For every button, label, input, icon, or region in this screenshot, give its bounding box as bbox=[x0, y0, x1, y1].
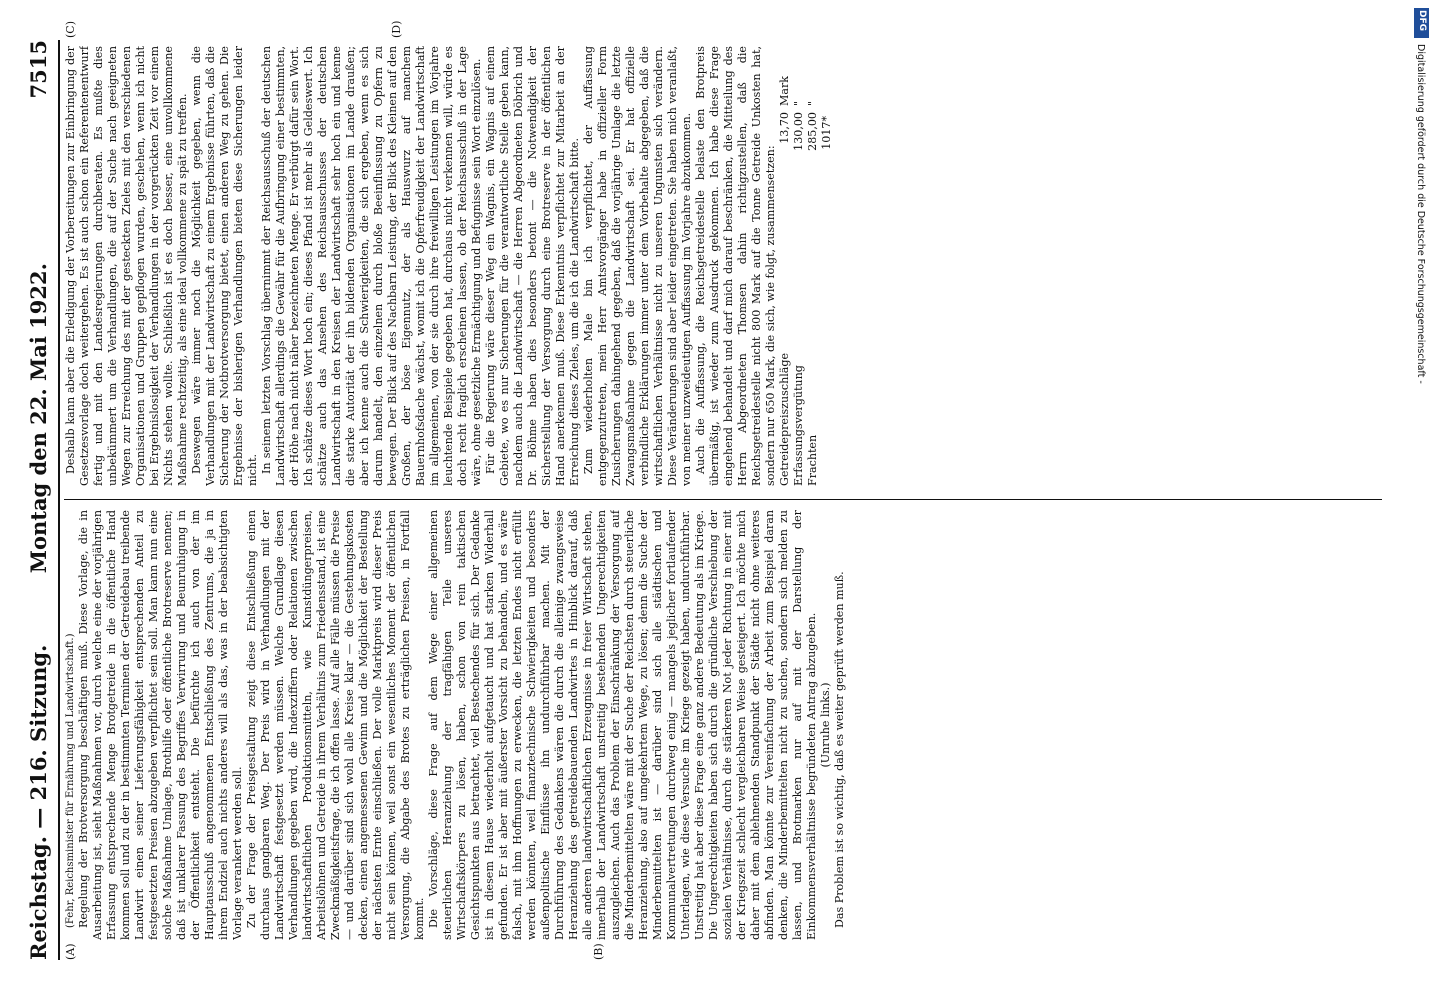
cost-unit: Mark bbox=[778, 76, 791, 106]
cost-label: Erfassungsvergütung bbox=[792, 365, 805, 486]
dfg-logo-text: DFG bbox=[1417, 10, 1427, 32]
page-header bbox=[26, 40, 60, 960]
paragraph: Für die Regierung wäre dieser Weg ein Wagnis, ein Wagnis auf einem Gebiete, wo es nur Sicherungen für die verantwortliche Stelle geben kann, nachdem auch die Landwirtschaft — die Herren Abgeordneten Döbrich und Dr. Böhme haben dies besonders betont — die Notwendigkeit der Sicherstellung der Versorgung durch eine Brotreserve in der öffentlichen Hand anerkennen muß. Diese Erkenntnis verpflichtet zur Mitarbeit an der Erreichung dieses Zieles, um die ich die Landwirtschaft bitte. bbox=[484, 46, 581, 486]
paragraph: Zum wiederholten Male bin ich verpflichtet, der Auffassung entgegenzutreten, mein Herr Amtsvorgänger habe in offizieller Form Zusicherungen dahingehend gegeben, daß die vorjährige Umlage die letzte Zwangsmaßnahme gegen die Landwirtschaft sei. Er hat offizielle verbindliche Erklärungen immer unter dem Vorbehalte abgegeben, daß die wirtschaftlichen Verhältnisse nicht zu unseren Ungunsten sich verändern. Diese Veränderungen sind aber leider eingetreten. Sie haben mich veranlaßt, von meiner unzweideutigen Auffassung im Vorjahre abzukommen. bbox=[582, 46, 693, 486]
paragraph: Die Vorschläge, diese Frage auf dem Wege einer allgemeinen steuerlichen Heranziehung der tragfähigen Teile unseres Wirtschaftskörpers zu lösen, haben, schon von rein taktischen Gesichtspunkten aus betrachtet, viel Bestechendes für sich. Der Gedanke ist in diesem Hause wiederholt aufgetaucht und hat starken Widerhall gefunden. Er ist aber mit äußerster Vorsicht zu behandeln, und es wäre falsch, mit ihm Hoffnungen zu erwecken, die letzten Endes nicht erfüllt werden könnten, weil finanztechnische Schwierigkeiten und besonders außenpolitische Einflüsse ihn undurchführbar machen. Mit der Durchführung des Gedankens wären die durch die alleinige zwangsweise Heranziehung des getreidebauenden Landwirtes in Hinblick darauf, daß alle anderen landwirtschaftlichen Erzeugnisse in freier Wirtschaft stehen, innerhalb der Landwirtschaft unstreitig bestehenden Ungerechtigkeiten auszugleichen. Auch das Problem der Einschränkung der Versorgung auf die Minderbemittelten wäre mit der Suche der Reichsten durch steuerliche Heranziehung, also auf umgekehrtem Wege, zu lösen; denn die Suche der Minderbemittelten ist — darüber sind sich alle städtischen und Kommunalvertretungen durchweg einig — mangels jeglicher fortlaufender Unterlagen, wie diese Versuche im Kriege gezeigt haben, undurchführbar. Unstreitig hat aber diese Frage eine ganz andere Bedeutung als im Kriege. Die Ungerechtigkeiten haben sich durch die gründliche Verschiebung der sozialen Verhältnisse, durch die stärkeren Not jeder Richtung in einer mit der Kriegszeit schlecht vergleichbaren Weise gesteigert. Ich möchte mich daher mit dem ablehnenden Standpunkt der Städte nicht ohne weiteres abfinden. Man könnte zur Vereinfachung der Arbeit zum Beispiel daran denken, die Minderbemittelten nicht zu suchen, sondern sich melden zu lassen, und Brotmarken nur auf mit der Darstellung der Einkommensverhältnisse begründeten Antrag abzugeben. bbox=[427, 510, 818, 940]
page-number: 7515 bbox=[26, 40, 51, 99]
margin-letter-d: (D) bbox=[390, 20, 403, 38]
paragraph: In seinem letzten Vorschlag übernimmt der Reichsausschuß der deutschen Landwirtschaft allerdings die Gewähr für die Aufbringung einer bestimmten, der Höhe nach nicht näher bezeichneten Menge. Er verbürgt dafür sein Wort. Ich schätze dieses Wort hoch ein; dieses Pfand ist mehr als Geldeswert. Ich schätze auch das Ansehen des Reichsausschusses der deutschen Landwirtschaft in den Kreisen der Landwirtschaft sehr hoch ein und kenne die starke Autorität der ihn bildenden Organisationen im Lande draußen; aber ich kenne auch die Schwierigkeiten, die sich ergeben, wenn es sich darum handelt, den einzelnen durch bloße Beeinflussung zu Opfern zu bewegen. Der Blick auf des Nachbarn Leistung, der Blick des Kleinen auf den Großen, der böse Eigennutz, der als Hauswurz auf manchem Bauernhofsdache wächst, womit ich die Opferfreudigkeit der Landwirtschaft im allgemeinen, von der sie durch ihre freiwilligen Leistungen im Vorjahre leuchtende Beispiele gegeben hat, durchaus nicht verkennen will, würde es doch recht fraglich erscheinen lassen, ob der Reichsausschuß in der Lage wäre, ohne gesetzliche Ermächtigung und Befugnisse sein Wort einzulösen. bbox=[260, 46, 483, 486]
page-footer-mark: 1017* bbox=[820, 116, 833, 150]
paragraph: Regelung der Brotversorgung beschäftigen muß. Diese Vorlage, die in Ausarbeitung ist, sieht Maßnahmen vor, durch welche eine der vorjährigen Erfassung entsprechende Menge Brotgetreide in die öffentliche Hand kommen soll und zu der in bestimmten Terminen der Getreidebau treibende Landwirt einen seiner Lieferungsfähigkeit entsprechenden Anteil zu festgesetzten Preisen abzugeben verpflichtet sein soll. Man kann nun eine solche Maßnahme Umlage, Brothilfe oder öffentliche Brotreserve nennen; daß ist unklarer Fassung des Begriffes Verwirrung und Beunruhigung in der Öffentlichkeit entsteht. Die befürchte ich auch von der im Hauptausschuß angenommenen Entschließung des Zentrums, die ja in ihrem Endziel auch nichts anderes will als das, was in der beabsichtigten Vorlage verankert werden soll. bbox=[77, 510, 244, 940]
cost-table bbox=[778, 46, 820, 486]
credit-text: Digitalisierung gefördert durch die Deutsche Forschungsgemeinschaft - bbox=[1415, 44, 1426, 384]
paragraph: Auch die Auffassung, die Reichsgetreidestelle belaste den Brotpreis übermäßig, ist wieder zum Ausdruck gekommen. Ich habe diese Frage eingehend behandelt und darf mich darauf beschränken, die Mitteilung des Herrn Abgeordneten Thomsen dahin richtigzustellen, daß die Reichsgetreidestelle nicht 800 Mark auf die Tonne Getreide Unkosten hat, sondern nur 650 Mark, die sich, wie folgt, zusammensetzen: bbox=[694, 46, 777, 486]
header-left: Reichstag. — 216. Sitzung. bbox=[26, 644, 51, 960]
cost-label: Getreidepreiszuschläge bbox=[778, 352, 791, 486]
cost-amount: 130,00 bbox=[792, 112, 805, 151]
header-right-group bbox=[26, 40, 51, 573]
speaker-note: (Fehr, Reichsminister für Ernährung und Landwirtschaft.) bbox=[65, 633, 76, 928]
margin-letter-c: (C) bbox=[64, 21, 77, 38]
cost-amount: 285,00 bbox=[806, 112, 819, 151]
text-column-right bbox=[64, 46, 1380, 486]
paragraph: Zu der Frage der Preisgestaltung zeigt diese Entschließung einen durchaus gangbaren Weg. Der Preis wird in Verhandlungen mit der Landwirtschaft festgesetzt werden müssen. Welche Grundlage diesen Verhandlungen gegeben wird, die Indexziffern oder Relationen zwischen landwirtschaftlichen Produktionsmitteln, wie Kunstdüngerpreisen, Arbeitslöhnen und Getreide in ihrem Verhältnis zum Friedensstand, ist eine Zweckmäßigkeitsfrage, die ich offen lasse. Auf alle Fälle müssen die Preise — und darüber sind sich wohl alle Kreise klar — die Gestehungskosten decken, einen angemessenen Gewinn und die Möglichkeit der Bestellung der nächsten Ernte einschließen. Der volle Marktpreis wird dieser Preis nicht sein können, weil sonst ein wesentliches Moment der öffentlichen Versorgung, die Abgabe des Brotes zu erträglichen Preisen, in Fortfall kommt. bbox=[245, 510, 426, 940]
cost-label: Frachten bbox=[806, 434, 819, 486]
table-row bbox=[806, 46, 820, 486]
margin-letter-b: (B) bbox=[592, 943, 605, 960]
header-date: Montag den 22. Mai 1922. bbox=[26, 263, 51, 574]
paragraph: Deswegen wäre immer noch die Möglichkeit gegeben, wenn die Verhandlungen mit der Landwirtschaft zu einem Ergebnisse führten, daß die Sicherung der Notbrotversorgung bietet, einen anderen Weg zu gehen. Die Ergebnisse der bisherigen Verhandlungen bieten diese Sicherungen leider nicht. bbox=[190, 46, 259, 486]
digitization-credit bbox=[1414, 44, 1428, 784]
table-row bbox=[778, 46, 792, 486]
interjection: (Unruhe links.) bbox=[819, 682, 832, 768]
cost-amount: 13,70 bbox=[778, 112, 791, 144]
table-row bbox=[792, 46, 806, 486]
cost-unit: " bbox=[806, 100, 819, 106]
dfg-logo bbox=[1414, 8, 1429, 38]
text-column-left bbox=[64, 510, 1380, 940]
paragraph: Deshalb kann aber die Erledigung der Vorbereitungen zur Einbringung der Gesetzesvorlage doch weitergehen. Es ist auch schon ein Referentenentwurf fertig und mit den Landesregierungen durchberaten. Es mußte dies unbekümmert um die Verhandlungen, die auf der Suche nach geeigneten Wegen zur Erreichung des mit der gesteckten Zieles mit den verschiedenen Organisationen und Gruppen gepflogen wurden, geschehen, wenn ich nicht bei Ergebnislosigkeit der Verhandlungen in der vorgerückten Zeit vor einem Nichts stehen wollte. Schließlich ist es doch besser, eine unvollkommene Maßnahme rechtzeitig, als eine ideal vollkommene zu spät zu treffen. bbox=[64, 46, 189, 486]
paragraph: Das Problem ist so wichtig, daß es weiter geprüft werden muß. bbox=[833, 571, 846, 928]
cost-unit: " bbox=[792, 100, 805, 106]
margin-letter-a: (A) bbox=[64, 943, 77, 960]
column-divider bbox=[64, 499, 1382, 500]
